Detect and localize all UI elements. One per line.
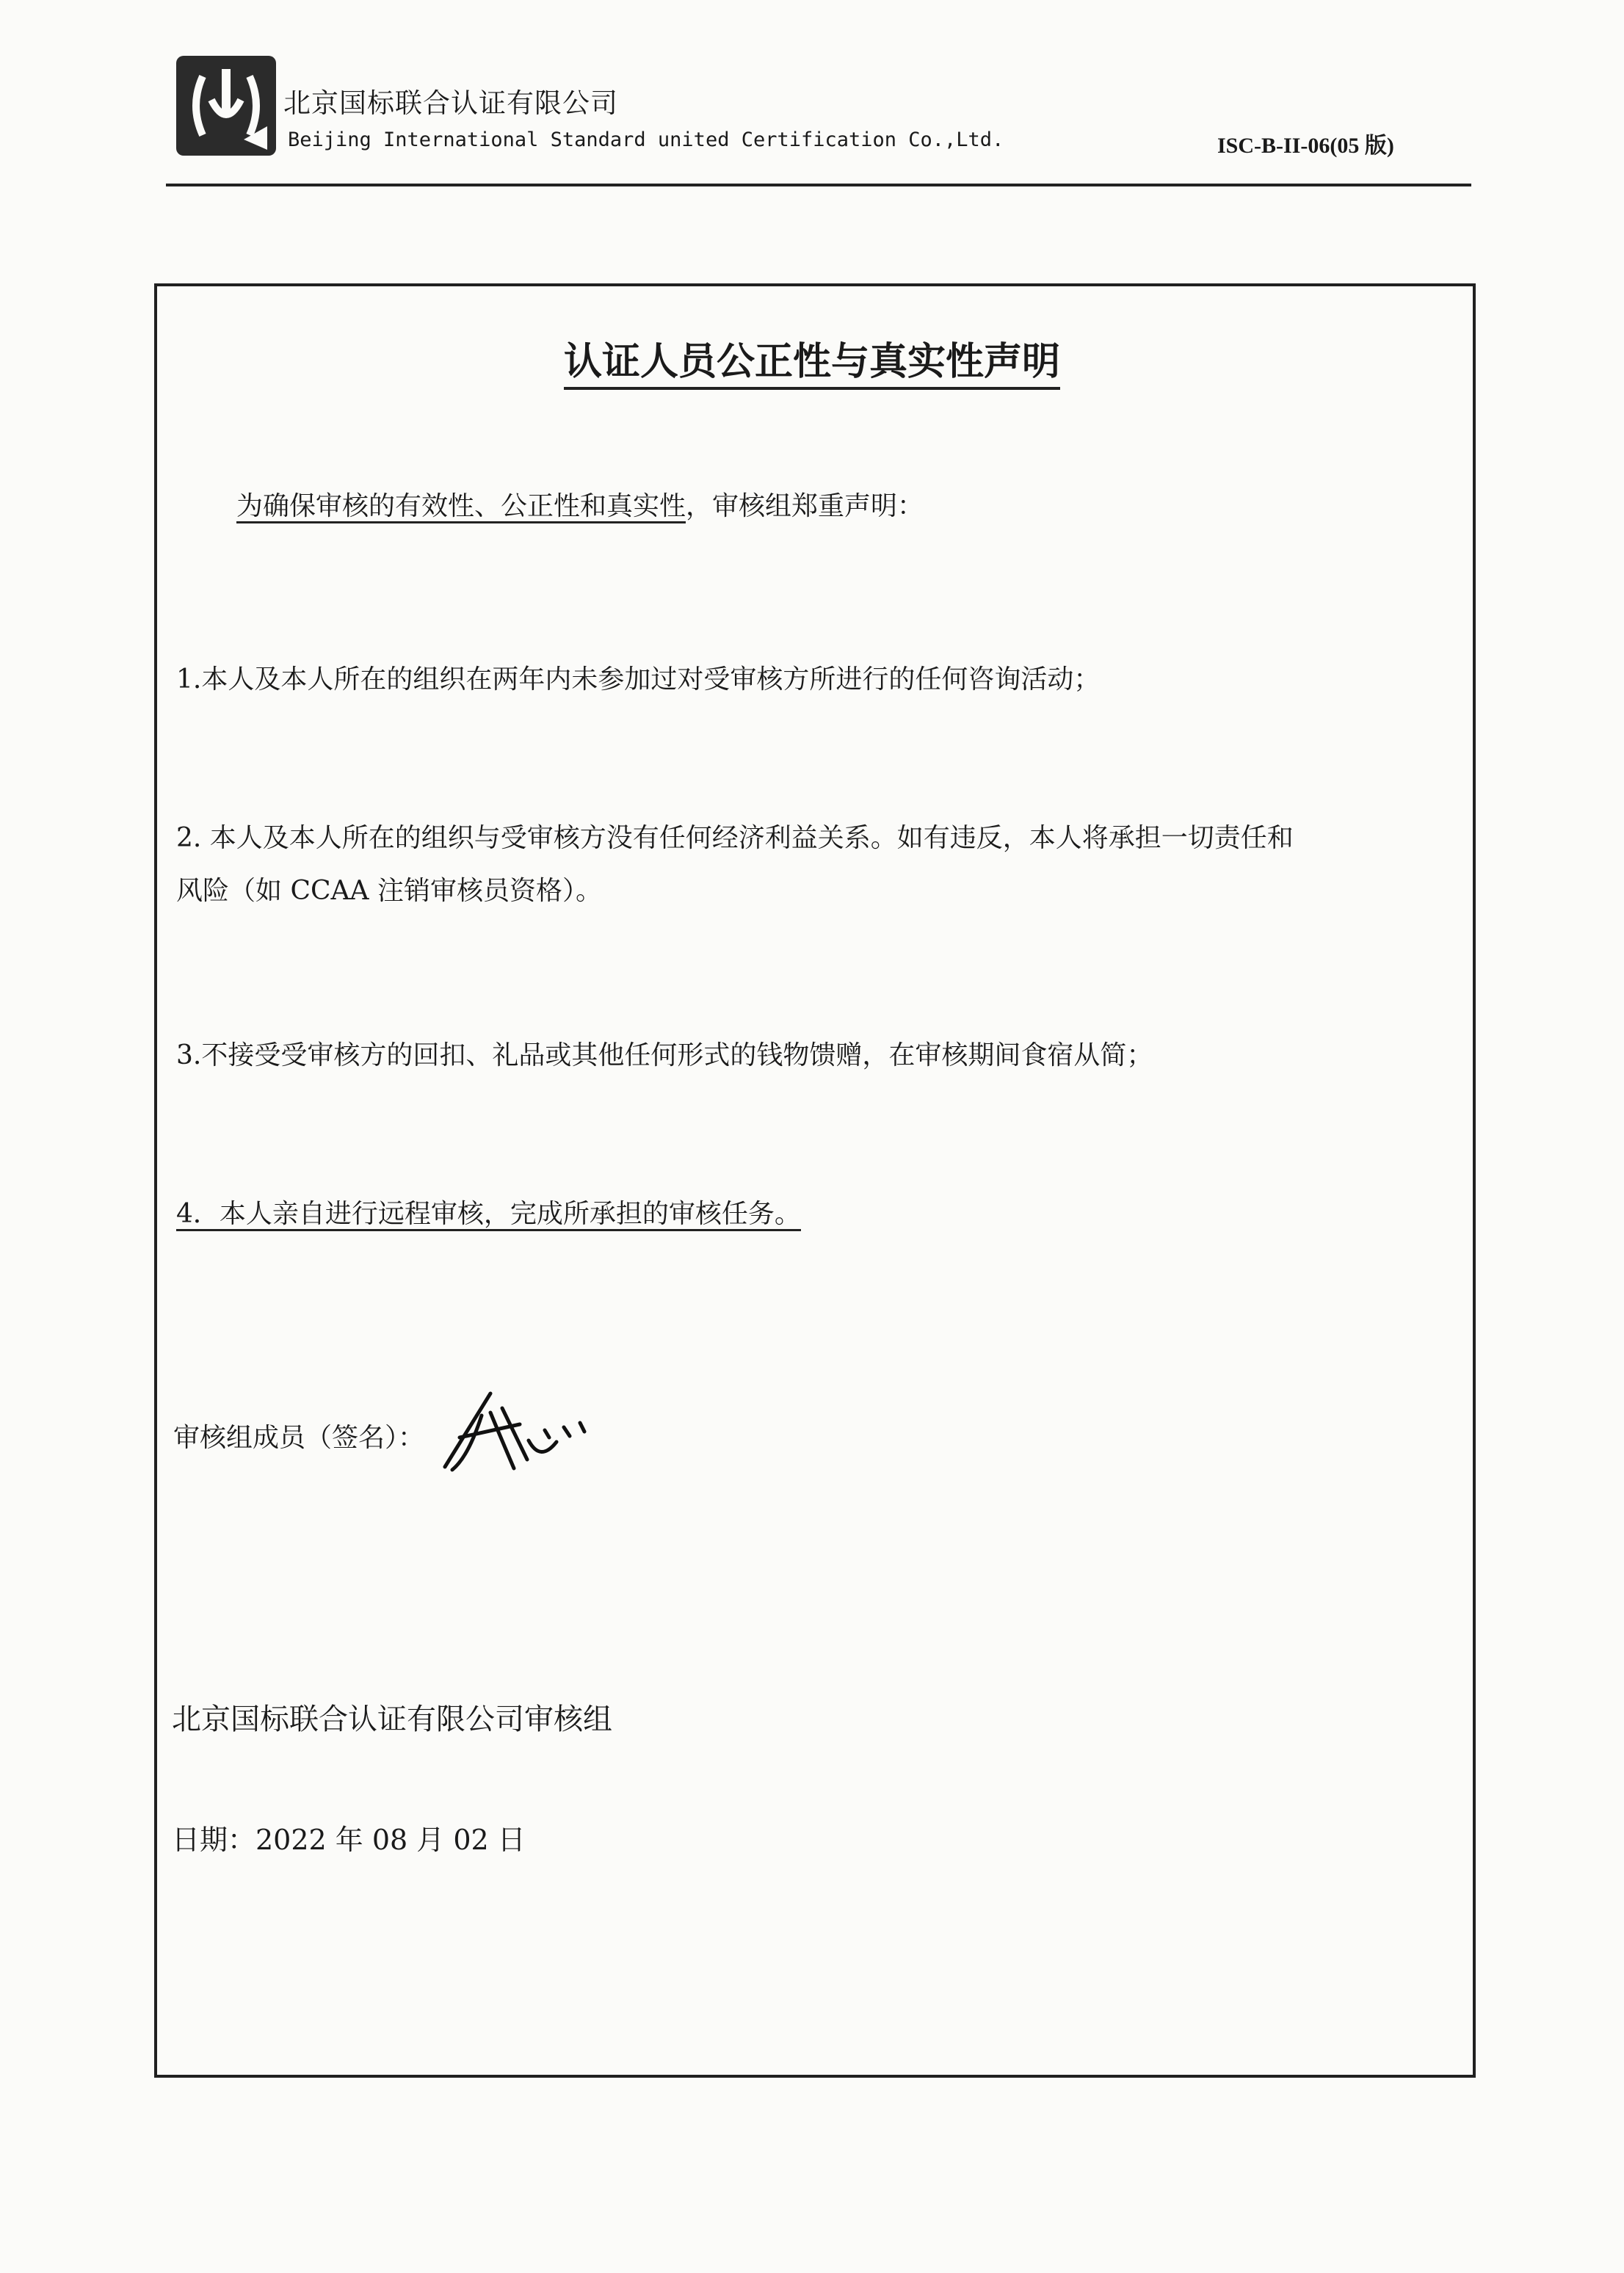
declaration-item-4-text: 4．本人亲自进行远程审核，完成所承担的审核任务。	[176, 1199, 801, 1231]
document-code: ISC-B-II-06(05 版)	[1217, 134, 1394, 158]
title-text: 认证人员公正性与真实性声明	[564, 340, 1060, 390]
declaration-item-2-cont: 风险（如 CCAA 注销审核员资格）。	[176, 876, 602, 906]
declaration-date: 日期：2022 年 08 月 02 日	[172, 1824, 526, 1856]
company-name-cn: 北京国标联合认证有限公司	[283, 87, 618, 119]
declaration-item-2: 2. 本人及本人所在的组织与受审核方没有任何经济利益关系。如有违反，本人将承担一切责任和	[176, 823, 1294, 853]
document-title	[0, 330, 1624, 385]
declaration-item-4	[176, 1186, 1468, 1242]
intro-paragraph	[236, 479, 1529, 534]
company-name-en: Beijing International Standard united Certification Co.,Ltd.	[288, 128, 1004, 151]
handwritten-signature	[439, 1386, 593, 1474]
declaration-item-3: 3.不接受受审核方的回扣、礼品或其他任何形式的钱物馈赠，在审核期间食宿从简；	[176, 1040, 1153, 1070]
header-divider	[166, 184, 1471, 186]
declaration-item-1: 1.本人及本人所在的组织在两年内未参加过对受审核方所进行的任何咨询活动；	[176, 664, 1101, 695]
audit-team-org: 北京国标联合认证有限公司审核组	[172, 1703, 612, 1736]
letterhead	[0, 0, 1624, 191]
intro-rest: ，审核组郑重声明：	[686, 491, 924, 521]
signature-label: 审核组成员（签名）：	[173, 1423, 425, 1453]
company-logo-icon	[173, 53, 279, 159]
intro-underlined: 为确保审核的有效性、公正性和真实性	[236, 491, 686, 523]
declaration-frame	[154, 283, 1476, 2078]
